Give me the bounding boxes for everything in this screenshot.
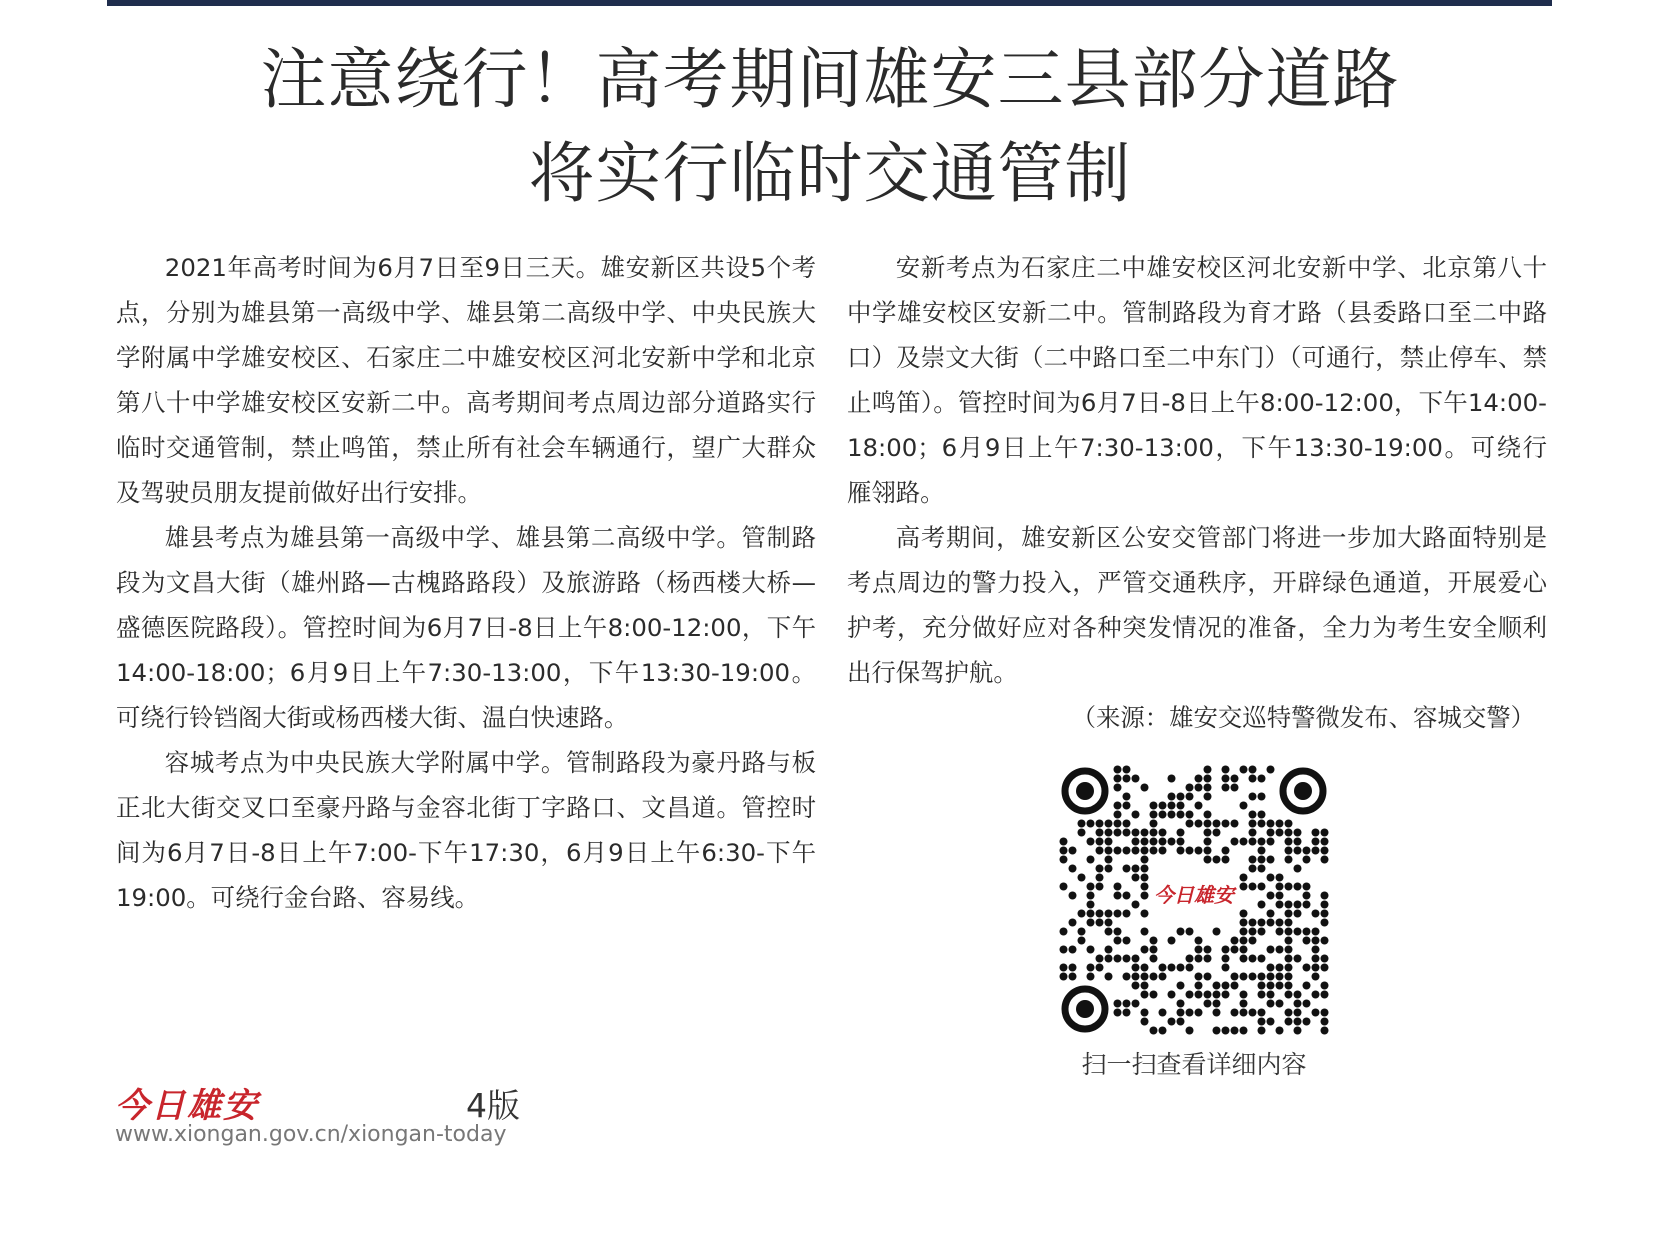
edition-label: 4版 — [466, 1086, 520, 1125]
paragraph-xiongxian: 雄县考点为雄县第一高级中学、雄县第二高级中学。管制路段为文昌大街（雄州路—古槐路路段）及旅游路（杨西楼大桥—盛德医院路段）。管控时间为6月7日-8日上午8:00-12:00，下午14:00-18:00；6月9日上午7:30-13:00，下午13:30-19:00。可绕行铃铛阁大街或杨西楼大街、温白快速路。 — [116, 523, 816, 732]
paragraph-intro: 2021年高考时间为6月7日至9日三天。雄安新区共设5个考点，分别为雄县第一高级中学、雄县第二高级中学、中央民族大学附属中学雄安校区、石家庄二中雄安校区河北安新中学和北京第八十中学雄安校区安新二中。高考期间考点周边部分道路实行临时交通管制，禁止鸣笛，禁止所有社会车辆通行，望广大群众及驾驶员朋友提前做好出行安排。 — [116, 253, 816, 507]
site-url[interactable]: www.xiongan.gov.cn/xiongan-today — [115, 1122, 507, 1147]
headline-line-1: 注意绕行！高考期间雄安三县部分道路 — [260, 41, 1400, 118]
article-left-column — [116, 245, 816, 920]
article-right-column — [847, 245, 1547, 740]
paragraph-anxin: 安新考点为石家庄二中雄安校区河北安新中学、北京第八十中学雄安校区安新二中。管制路段为育才路（县委路口至二中路口）及崇文大街（二中路口至二中东门）（可通行，禁止停车、禁止鸣笛）。管控时间为6月7日-8日上午8:00-12:00，下午14:00-18:00；6月9日上午7:30-13:00，下午13:30-19:00。可绕行雁翎路。 — [847, 253, 1547, 507]
qr-center-logo: 今日雄安 — [1154, 883, 1234, 907]
qr-code[interactable] — [1059, 765, 1329, 1035]
headline-line-2: 将实行临时交通管制 — [528, 135, 1132, 212]
qr-caption: 扫一扫查看详细内容 — [1081, 1050, 1307, 1079]
top-rule-bar — [107, 0, 1552, 6]
paragraph-police: 高考期间，雄安新区公安交管部门将进一步加大路面特别是考点周边的警力投入，严管交通秩序，开辟绿色通道，开展爱心护考，充分做好应对各种突发情况的准备，全力为考生安全顺利出行保驾护航。 — [847, 523, 1547, 687]
brand-logo: 今日雄安 — [115, 1086, 259, 1126]
paragraph-rongcheng: 容城考点为中央民族大学附属中学。管制路段为豪丹路与板正北大街交叉口至豪丹路与金容北街丁字路口、文昌道。管控时间为6月7日-8日上午7:00-下午17:30，6月9日上午6:30-下午19:00。可绕行金台路、容易线。 — [116, 748, 816, 912]
article-source: （来源：雄安交巡特警微发布、容城交警） — [1071, 703, 1535, 732]
